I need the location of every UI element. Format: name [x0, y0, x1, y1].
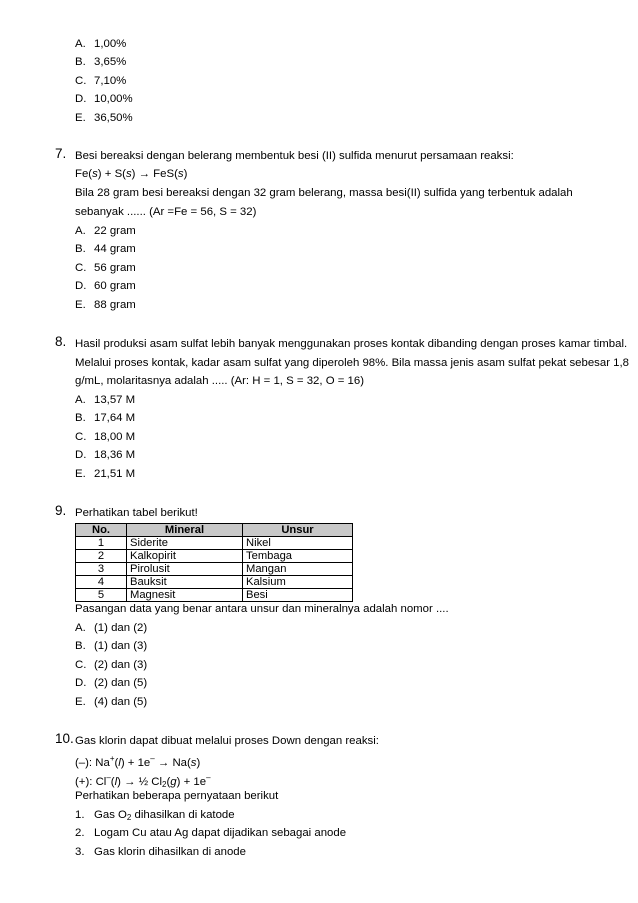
cell-unsur: Nikel [243, 537, 353, 550]
option-text: (2) dan (3) [94, 659, 148, 671]
header-unsur: Unsur [243, 524, 353, 537]
q9-option-d [75, 676, 147, 690]
question-7-number: 7. [55, 146, 67, 161]
question-10-number: 10. [55, 731, 74, 746]
q9-option-c [75, 658, 147, 672]
option-text: 10,00% [94, 93, 133, 105]
prev-option-a [75, 37, 126, 51]
q8-option-b [75, 411, 135, 425]
table-row [76, 550, 353, 563]
option-text: 36,50% [94, 112, 133, 124]
superscript: + [109, 754, 115, 763]
cell-unsur: Mangan [243, 563, 353, 576]
question-7-text: Besi bereaksi dengan belerang membentuk besi (II) sulfida menurut persamaan reaksi: [75, 150, 514, 162]
prev-option-b [75, 55, 126, 69]
reaction-part: ( [166, 776, 171, 788]
question-9-text: Perhatikan tabel berikut! [75, 507, 198, 519]
superscript: – [206, 773, 211, 782]
cell-no: 2 [76, 550, 127, 563]
question-9-number: 9. [55, 503, 67, 518]
prev-option-d [75, 92, 133, 106]
mineral-table [75, 523, 353, 602]
q8-option-d [75, 448, 135, 462]
cell-mineral: Bauksit [127, 576, 243, 589]
q8-option-c [75, 430, 135, 444]
question-8-text-2: Melalui proses kontak, kadar asam sulfat yang diperoleh 98%. Bila massa jenis asam sulfat pekat sebesar 1,8 [75, 357, 630, 369]
option-letter: B. [75, 56, 86, 68]
cathode-reaction [75, 752, 200, 770]
state-symbol: l [114, 776, 118, 788]
statement-text: Gas O [94, 809, 127, 821]
question-8-text-3: g/mL, molaritasnya adalah ..... (Ar: H = 1, S = 32, O = 16) [75, 375, 365, 387]
eq-part: ) [183, 168, 188, 180]
option-text: 13,57 M [94, 394, 136, 406]
table-row [76, 576, 353, 589]
option-text: 7,10% [94, 75, 127, 87]
question-7-text-3: sebanyak ...... (Ar =Fe = 56, S = 32) [75, 206, 257, 218]
q7-option-c [75, 261, 136, 275]
q7-option-d [75, 279, 136, 293]
statement-number: 1. [75, 809, 85, 821]
cell-no: 5 [76, 589, 127, 602]
option-text: (2) dan (5) [94, 677, 148, 689]
option-letter: E. [75, 112, 86, 124]
table-row [76, 563, 353, 576]
reaction-part: ( [114, 757, 119, 769]
reaction-part: ) → ½ Cl [117, 776, 163, 788]
option-text: (1) dan (2) [94, 622, 148, 634]
statement-text: Logam Cu atau Ag dapat dijadikan sebagai anode [94, 827, 347, 839]
statement-1 [75, 808, 235, 825]
reaction-part: (+): Cl [75, 776, 107, 788]
option-letter: E. [75, 299, 86, 311]
statement-number: 3. [75, 846, 85, 858]
eq-state: s [92, 168, 98, 180]
question-10-text: Gas klorin dapat dibuat melalui proses Down dengan reaksi: [75, 735, 379, 747]
cell-mineral: Pirolusit [127, 563, 243, 576]
superscript: – [106, 773, 111, 782]
header-no: No. [76, 524, 127, 537]
reaction-part: ) + 1e [120, 757, 151, 769]
option-text: 21,51 M [94, 468, 136, 480]
q8-option-a [75, 393, 135, 407]
reaction-part: (–): Na [75, 757, 110, 769]
superscript: – [150, 754, 155, 763]
cell-unsur: Tembaga [243, 550, 353, 563]
subscript: 2 [162, 780, 167, 789]
option-text: 17,64 M [94, 412, 136, 424]
statement-number: 2. [75, 827, 85, 839]
state-symbol: l [118, 757, 121, 769]
option-text: (1) dan (3) [94, 640, 148, 652]
q9-option-b [75, 639, 147, 653]
q7-option-e [75, 298, 136, 312]
statement-3 [75, 845, 246, 859]
option-letter: C. [75, 659, 87, 671]
option-letter: A. [75, 622, 86, 634]
q8-option-e [75, 467, 135, 481]
reaction-part: → Na( [154, 757, 191, 769]
eq-part: ) + S( [97, 168, 126, 180]
question-7-equation [75, 167, 187, 181]
option-text: 22 gram [94, 225, 136, 237]
state-symbol: g [170, 776, 177, 788]
prev-option-e [75, 111, 133, 125]
cell-no: 3 [76, 563, 127, 576]
question-8-number: 8. [55, 334, 67, 349]
cell-no: 1 [76, 537, 127, 550]
q7-option-a [75, 224, 136, 238]
option-letter: E. [75, 696, 86, 708]
state-symbol: s [190, 757, 197, 769]
eq-state: s [177, 168, 184, 180]
option-letter: C. [75, 262, 87, 274]
table-row [76, 589, 353, 602]
table-row [76, 537, 353, 550]
option-letter: D. [75, 449, 87, 461]
cell-mineral: Kalkopirit [127, 550, 243, 563]
question-8-text: Hasil produksi asam sulfat lebih banyak menggunakan proses kontak dibanding dengan proses kamar timbal. [75, 338, 628, 350]
option-letter: C. [75, 75, 87, 87]
cell-mineral: Siderite [127, 537, 243, 550]
option-text: 60 gram [94, 280, 136, 292]
reaction-part: ) [196, 757, 201, 769]
reaction-part: ( [110, 776, 115, 788]
eq-part: Fe( [75, 168, 93, 180]
option-text: 88 gram [94, 299, 136, 311]
option-text: 1,00% [94, 38, 127, 50]
question-10-text-2: Perhatikan beberapa pernyataan berikut [75, 790, 279, 802]
option-letter: D. [75, 677, 87, 689]
option-letter: B. [75, 243, 86, 255]
eq-state: s [125, 168, 132, 180]
option-letter: D. [75, 280, 87, 292]
cell-mineral: Magnesit [127, 589, 243, 602]
q9-option-e [75, 695, 147, 709]
option-text: 18,36 M [94, 449, 136, 461]
eq-part: ) → FeS( [131, 168, 178, 180]
option-letter: B. [75, 412, 86, 424]
option-text: (4) dan (5) [94, 696, 148, 708]
option-text: 18,00 M [94, 431, 136, 443]
reaction-part: ) + 1e [176, 776, 207, 788]
option-letter: D. [75, 93, 87, 105]
q9-option-a [75, 621, 147, 635]
cell-unsur: Besi [243, 589, 353, 602]
option-text: 3,65% [94, 56, 127, 68]
statement-text: dihasilkan di katode [131, 809, 235, 821]
prev-option-c [75, 74, 126, 88]
option-letter: A. [75, 225, 86, 237]
option-letter: E. [75, 468, 86, 480]
question-7-text-2: Bila 28 gram besi bereaksi dengan 32 gram belerang, massa besi(II) sulfida yang terbentuk adalah [75, 187, 573, 199]
option-letter: A. [75, 38, 86, 50]
subscript: 2 [126, 813, 132, 822]
cell-no: 4 [76, 576, 127, 589]
option-letter: B. [75, 640, 86, 652]
statement-2 [75, 826, 346, 840]
option-letter: C. [75, 431, 87, 443]
question-9-text-2: Pasangan data yang benar antara unsur dan mineralnya adalah nomor .... [75, 603, 449, 615]
q7-option-b [75, 242, 136, 256]
option-text: 44 gram [94, 243, 136, 255]
option-letter: A. [75, 394, 86, 406]
statement-text: Gas klorin dihasilkan di anode [94, 846, 246, 858]
cell-unsur: Kalsium [243, 576, 353, 589]
header-mineral: Mineral [127, 524, 243, 537]
table-header-row [76, 524, 353, 537]
option-text: 56 gram [94, 262, 136, 274]
